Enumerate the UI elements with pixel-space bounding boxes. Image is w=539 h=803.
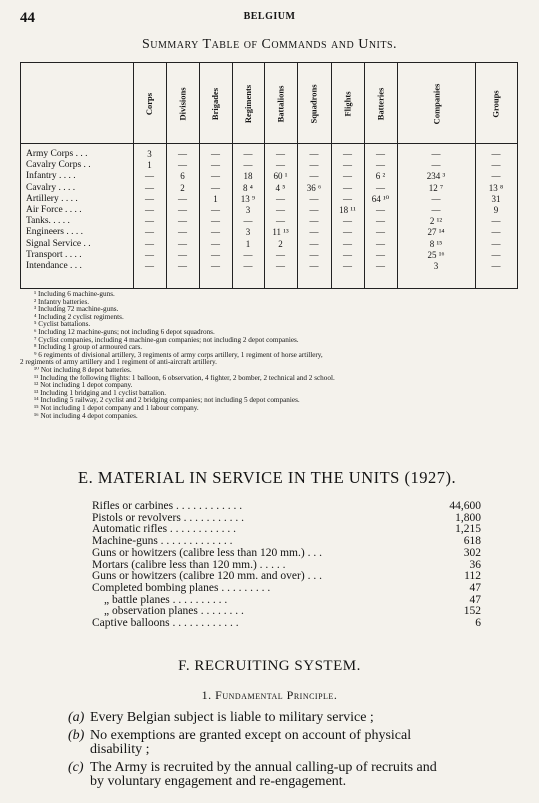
- material-item-value: 152: [463, 605, 481, 618]
- material-item-label: Automatic rifles . . . . . . . . . . . .: [92, 523, 237, 536]
- row-label: Signal Service . .: [26, 238, 91, 249]
- table-cell: —: [343, 182, 352, 193]
- table-cell: —: [211, 182, 220, 193]
- column-header-label: Regiments: [243, 84, 253, 124]
- recruiting-heading: F. RECRUITING SYSTEM.: [178, 658, 361, 674]
- table-cell: 9: [493, 205, 499, 215]
- column-header-label: Squadrons: [309, 84, 320, 124]
- row-label: Artillery . . . .: [26, 193, 78, 204]
- table-cell: —: [178, 193, 187, 204]
- column-header-label: Corps: [144, 92, 155, 116]
- recruiting-subheading: 1. Fundamental Principle.: [201, 688, 338, 702]
- table-cell: —: [431, 205, 441, 215]
- table-cell: —: [145, 193, 154, 204]
- footnote: ⁷ Cyclist companies, including 4 machine-gun companies; not including 2 depot companies.: [34, 336, 299, 344]
- column-header: [199, 69, 232, 139]
- material-item-label: Mortars (calibre less than 120 mm.) . . . . .: [92, 558, 286, 571]
- table-cell: —: [491, 160, 501, 171]
- table-cell: —: [145, 182, 154, 193]
- footnote: ⁵ Cyclist battalions.: [34, 321, 91, 329]
- table-cell: 6: [180, 171, 185, 182]
- table-cell: —: [376, 182, 385, 193]
- point-line: No exemptions are granted except on account of physical: [90, 728, 412, 743]
- table-cell: —: [211, 249, 220, 260]
- table-cell: —: [276, 249, 285, 260]
- footnote: 2 regiments of army artillery and 1 regiment of anti-aircraft artillery.: [20, 359, 217, 367]
- table-cell: 13 ⁸: [488, 182, 504, 193]
- point-line: by voluntary engagement and re-engagement.: [90, 774, 347, 789]
- table-cell: —: [343, 227, 352, 238]
- point-line: The Army is recruited by the annual calling-up of recruits and: [90, 760, 437, 775]
- table-cell: 1: [213, 193, 218, 204]
- table-cell: —: [343, 238, 352, 249]
- table-cell: —: [211, 216, 220, 227]
- column-header-label: Groups: [491, 90, 501, 118]
- row-label: Cavalry Corps . .: [26, 160, 91, 171]
- material-item-value: 1,215: [455, 523, 481, 536]
- table-cell: —: [243, 160, 253, 171]
- row-label: Air Force . . . .: [26, 205, 82, 215]
- point-label: (a): [68, 710, 85, 725]
- material-item-label: Pistols or revolvers . . . . . . . . . . .: [92, 511, 245, 524]
- table-cell: —: [309, 205, 319, 215]
- point-label: (b): [68, 728, 85, 743]
- row-label: Tanks. . . . .: [26, 216, 70, 227]
- table-cell: —: [145, 249, 154, 260]
- table-cell: —: [491, 227, 501, 238]
- table-cell: —: [145, 238, 154, 249]
- table-cell: —: [211, 205, 220, 215]
- table-cell: 4 ⁵: [275, 182, 286, 193]
- table-cell: —: [145, 261, 154, 271]
- table-cell: 18: [243, 171, 253, 182]
- table-cell: 12 ⁷: [428, 182, 444, 193]
- column-header-label: Batteries: [375, 87, 386, 121]
- table-cell: —: [309, 160, 319, 171]
- column-header: [364, 69, 397, 139]
- table-cell: 2: [278, 238, 283, 249]
- point-line: Every Belgian subject is liable to military service ;: [90, 710, 374, 725]
- table-cell: —: [309, 171, 319, 182]
- table-cell: —: [276, 160, 285, 171]
- table-cell: —: [243, 216, 253, 227]
- table-cell: —: [211, 171, 220, 182]
- table-cell: —: [309, 193, 319, 204]
- table-cell: —: [178, 238, 187, 249]
- material-heading: E. MATERIAL IN SERVICE IN THE UNITS (1927).: [78, 468, 457, 487]
- table-cell: —: [276, 261, 285, 271]
- table-cell: —: [309, 238, 319, 249]
- footnote: ⁴ Including 2 cyclist regiments.: [34, 313, 124, 321]
- table-cell: —: [309, 261, 319, 271]
- column-header: [397, 69, 475, 139]
- footnote: ¹⁰ Not including 8 depot batteries.: [34, 366, 132, 374]
- table-cell: —: [376, 249, 385, 260]
- table-cell: —: [431, 193, 441, 204]
- table-cell: —: [309, 249, 319, 260]
- column-header-label: Flights: [342, 91, 353, 117]
- material-item-value: 112: [464, 570, 481, 583]
- row-label: Cavalry . . . .: [26, 182, 76, 193]
- table-cell: —: [145, 227, 154, 238]
- row-label: Infantry . . . .: [26, 171, 76, 182]
- column-header: [166, 69, 199, 139]
- table-cell: —: [431, 160, 441, 171]
- table-cell: —: [211, 227, 220, 238]
- table-cell: —: [276, 216, 285, 227]
- material-item-label: Guns or howitzers (calibre less than 120 mm.) . . .: [92, 546, 322, 559]
- material-item-value: 618: [463, 535, 481, 548]
- table-cell: —: [491, 238, 501, 249]
- material-item-label: Guns or howitzers (calibre 120 mm. and over) . . .: [92, 570, 322, 583]
- table-cell: —: [376, 216, 385, 227]
- material-item-label: „ battle planes . . . . . . . . . .: [104, 593, 228, 606]
- material-item-label: Machine-guns . . . . . . . . . . . . .: [92, 535, 233, 548]
- column-header: [297, 69, 331, 139]
- row-label: Transport . . . .: [26, 249, 82, 260]
- footnote: ³ Including 72 machine-guns.: [34, 306, 119, 314]
- table-cell: —: [343, 171, 352, 182]
- table-cell: —: [343, 249, 352, 260]
- table-cell: —: [178, 160, 187, 171]
- table-cell: —: [343, 216, 352, 227]
- table-cell: 2: [180, 182, 185, 193]
- table-cell: 3: [245, 205, 251, 215]
- table-cell: —: [243, 249, 253, 260]
- table-cell: —: [178, 261, 187, 271]
- table-cell: —: [211, 160, 220, 171]
- table-cell: —: [178, 149, 187, 159]
- column-header-label: Companies: [431, 83, 441, 125]
- footnote: ¹ Including 6 machine-guns.: [34, 291, 115, 298]
- footnote: ¹⁵ Not including 1 depot company and 1 labour company.: [34, 404, 199, 412]
- material-item-value: 36: [469, 558, 481, 571]
- column-header: [264, 69, 297, 139]
- material-item-label: Captive balloons . . . . . . . . . . . .: [92, 617, 239, 629]
- table-cell: —: [309, 149, 319, 159]
- table-cell: —: [343, 149, 352, 159]
- table-cell: —: [491, 149, 501, 159]
- table-cell: 2 ¹²: [429, 216, 443, 227]
- table-cell: —: [431, 149, 441, 159]
- table-cell: 25 ¹⁶: [427, 249, 445, 260]
- table-cell: —: [376, 238, 385, 249]
- footnote: ⁹ 6 regiments of divisional artillery, 3 regiments of army corps artillery, 1 regiment of horse artillery,: [34, 351, 323, 359]
- table-cell: 8 ⁴: [243, 182, 253, 193]
- material-item-value: 1,800: [455, 511, 481, 524]
- table-cell: —: [243, 261, 253, 271]
- table-cell: 11 ¹³: [272, 227, 289, 238]
- table-cell: —: [343, 261, 352, 271]
- material-item-value: 302: [463, 546, 481, 559]
- material-item-label: Completed bombing planes . . . . . . . . .: [92, 581, 271, 594]
- material-item-value: 47: [469, 593, 481, 606]
- point-text: [90, 761, 520, 789]
- material-item-value: 44,600: [449, 500, 481, 512]
- table-cell: —: [343, 193, 352, 204]
- footnote: ¹¹ Including the following flights: 1 balloon, 6 observation, 4 fighter, 2 bomber, 2 technical and 2 school.: [34, 374, 335, 382]
- table-cell: 18 ¹¹: [339, 205, 356, 215]
- column-header: [232, 69, 264, 139]
- table-cell: —: [491, 216, 501, 227]
- column-header-label: Battalions: [275, 85, 286, 123]
- table-cell: —: [376, 261, 385, 271]
- column-header: [331, 69, 364, 139]
- table-cell: —: [178, 205, 187, 215]
- footnote: ² Infantry batteries.: [34, 298, 90, 306]
- table-cell: 60 ¹: [273, 171, 288, 182]
- summary-table: [20, 62, 518, 289]
- table-cell: —: [491, 261, 501, 271]
- footnote: ⁸ Including 1 group of armoured cars.: [34, 344, 143, 352]
- table-cell: —: [178, 227, 187, 238]
- page-number: 44: [20, 10, 35, 26]
- table-cell: —: [145, 216, 154, 227]
- table-cell: 3: [147, 149, 152, 159]
- column-header: [475, 69, 517, 139]
- footnote: ¹⁴ Including 5 railway, 2 cyclist and 2 bridging companies; not including 5 depot companies.: [34, 397, 300, 405]
- column-header-label: Divisions: [177, 87, 188, 121]
- table-cell: 36 ⁶: [306, 182, 322, 193]
- table-cell: 1: [245, 238, 251, 249]
- table-cell: —: [211, 261, 220, 271]
- table-cell: 234 ³: [426, 171, 446, 182]
- table-cell: —: [211, 238, 220, 249]
- point-text: [90, 729, 520, 757]
- point-text: [90, 711, 520, 725]
- table-cell: —: [178, 216, 187, 227]
- material-item-label: „ observation planes . . . . . . . .: [104, 605, 244, 618]
- table-cell: 3: [245, 227, 251, 238]
- footnote: ¹² Not including 1 depot company.: [34, 382, 133, 390]
- summary-table-title: Summary Table of Commands and Units.: [141, 37, 398, 52]
- table-cell: 13 ⁹: [240, 193, 256, 204]
- table-cell: —: [276, 205, 285, 215]
- table-cell: 8 ¹⁵: [429, 238, 443, 249]
- table-cell: —: [178, 249, 187, 260]
- table-cell: 27 ¹⁴: [427, 227, 445, 238]
- point-label: (c): [68, 760, 84, 775]
- table-cell: 31: [491, 193, 501, 204]
- material-item-label: Rifles or carbines . . . . . . . . . . . .: [92, 500, 243, 512]
- table-cell: —: [376, 160, 385, 171]
- table-cell: —: [491, 249, 501, 260]
- table-cell: —: [376, 227, 385, 238]
- footnote: ¹³ Including 1 bridging and 1 cyclist battalion.: [34, 389, 167, 397]
- column-header: [133, 69, 166, 139]
- table-cell: —: [376, 149, 385, 159]
- footnote: ¹⁶ Not including 4 depot companies.: [34, 412, 138, 420]
- table-cell: —: [145, 205, 154, 215]
- running-title: BELGIUM: [243, 11, 296, 22]
- table-cell: —: [276, 193, 285, 204]
- row-label: Intendance . . .: [26, 261, 82, 271]
- footnote: ⁶ Including 12 machine-guns; not including 6 depot squadrons.: [34, 328, 215, 336]
- row-label: Engineers . . . .: [26, 227, 83, 238]
- table-cell: —: [309, 216, 319, 227]
- table-cell: 6 ²: [375, 171, 386, 182]
- table-cell: —: [376, 205, 385, 215]
- material-item-value: 47: [469, 581, 481, 594]
- material-item-value: 6: [475, 617, 481, 629]
- header-rule: [21, 143, 517, 144]
- table-cell: —: [276, 149, 285, 159]
- table-cell: 3: [433, 261, 439, 271]
- row-label: Army Corps . . .: [26, 149, 88, 159]
- table-cell: —: [309, 227, 319, 238]
- table-cell: 64 ¹⁰: [371, 193, 390, 204]
- table-cell: —: [243, 149, 253, 159]
- column-header-label: Brigades: [210, 87, 221, 121]
- footnotes: [20, 291, 519, 420]
- point-line: disability ;: [90, 742, 150, 757]
- table-cell: —: [343, 160, 352, 171]
- table-cell: —: [491, 171, 501, 182]
- table-cell: —: [145, 171, 154, 182]
- table-cell: —: [211, 149, 220, 159]
- table-cell: 1: [147, 160, 152, 171]
